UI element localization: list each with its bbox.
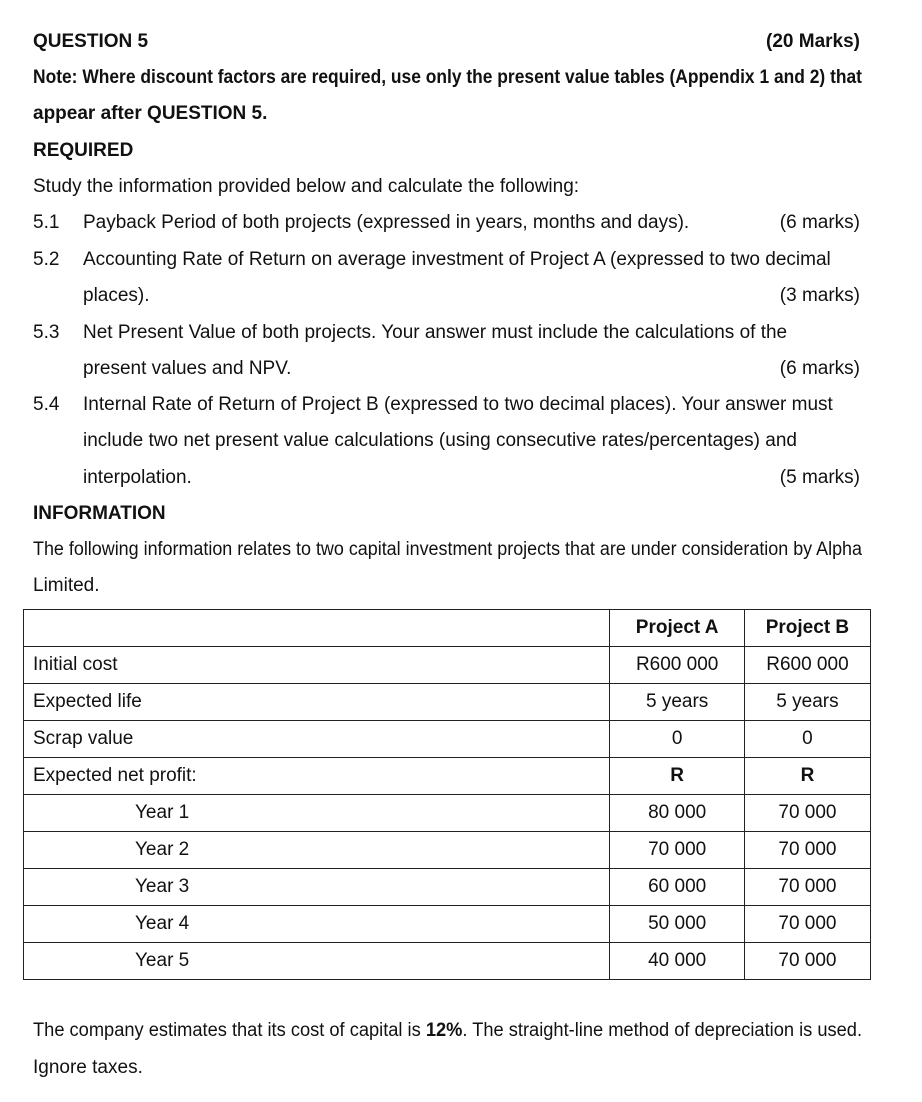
table-cell: R600 000 <box>744 647 870 684</box>
table-cell: R <box>610 758 744 795</box>
cost-of-capital-rate: 12% <box>425 1020 463 1041</box>
note-line-2: appear after QUESTION 5. <box>33 103 268 124</box>
required-intro: Study the information provided below and calculate the following: <box>33 176 580 197</box>
item-text: places). <box>83 285 150 306</box>
table-row <box>24 906 871 943</box>
item-text: include two net present value calculations (using consecutive rates/percentages) and <box>83 430 797 451</box>
item-text: interpolation. <box>83 467 192 488</box>
required-heading: REQUIRED <box>33 140 134 161</box>
table-cell: Year 5 <box>24 943 610 980</box>
footer-line-1 <box>33 1019 862 1043</box>
table-cell: 70 000 <box>744 906 870 943</box>
table-row <box>24 721 871 758</box>
table-cell: 70 000 <box>744 869 870 906</box>
table-header-row <box>24 610 871 647</box>
table-cell: 50 000 <box>610 906 744 943</box>
table-header-cell: Project A <box>610 610 744 647</box>
table-cell: R600 000 <box>610 647 744 684</box>
item-number: 5.3 <box>33 322 60 343</box>
table-cell: 70 000 <box>610 832 744 869</box>
item-marks: (6 marks) <box>779 212 860 233</box>
item-text: Internal Rate of Return of Project B (expressed to two decimal places). Your answer must <box>83 394 833 415</box>
footer-text: . The straight-line method of depreciation is used. <box>462 1020 863 1041</box>
footer-line-2: Ignore taxes. <box>33 1057 143 1078</box>
table-cell: Year 2 <box>24 832 610 869</box>
table-row <box>24 647 871 684</box>
table-row <box>24 832 871 869</box>
item-text: Payback Period of both projects (expressed in years, months and days). <box>83 212 690 233</box>
projects-table <box>23 609 871 980</box>
item-marks: (6 marks) <box>779 358 860 379</box>
item-text: Net Present Value of both projects. Your answer must include the calculations of the <box>83 322 788 343</box>
table-cell: Scrap value <box>24 721 610 758</box>
table-cell: 70 000 <box>744 795 870 832</box>
table-cell: 70 000 <box>744 832 870 869</box>
table-header-cell <box>24 610 610 647</box>
footer-text: The company estimates that its cost of capital is <box>33 1020 426 1041</box>
item-marks: (5 marks) <box>779 467 860 488</box>
information-line-1: The following information relates to two capital investment projects that are under consideration by Alpha <box>33 539 862 560</box>
table-cell: 70 000 <box>744 943 870 980</box>
table-cell: Initial cost <box>24 647 610 684</box>
note-line-1: Note: Where discount factors are required, use only the present value tables (Appendix 1 and 2) that <box>33 67 862 88</box>
table-cell: 5 years <box>744 684 870 721</box>
total-marks: (20 Marks) <box>766 31 860 52</box>
table-cell: Year 3 <box>24 869 610 906</box>
information-heading: INFORMATION <box>33 503 166 524</box>
table-row <box>24 869 871 906</box>
table-row <box>24 758 871 795</box>
table-row <box>24 684 871 721</box>
table-row <box>24 943 871 980</box>
table-cell: Year 4 <box>24 906 610 943</box>
table-cell: 5 years <box>610 684 744 721</box>
item-text: present values and NPV. <box>83 358 292 379</box>
table-cell: Expected net profit: <box>24 758 610 795</box>
table-cell: 40 000 <box>610 943 744 980</box>
table-cell: 0 <box>610 721 744 758</box>
question-title: QUESTION 5 <box>33 31 149 52</box>
table-header-cell: Project B <box>744 610 870 647</box>
table-row <box>24 795 871 832</box>
table-cell: Year 1 <box>24 795 610 832</box>
table-cell: 0 <box>744 721 870 758</box>
table-cell: Expected life <box>24 684 610 721</box>
table-cell: R <box>744 758 870 795</box>
item-number: 5.4 <box>33 394 60 415</box>
information-line-2: Limited. <box>33 575 100 596</box>
table-cell: 60 000 <box>610 869 744 906</box>
item-number: 5.2 <box>33 249 60 270</box>
table-cell: 80 000 <box>610 795 744 832</box>
item-text: Accounting Rate of Return on average investment of Project A (expressed to two decimal <box>83 249 831 270</box>
item-number: 5.1 <box>33 212 60 233</box>
item-marks: (3 marks) <box>779 285 860 306</box>
